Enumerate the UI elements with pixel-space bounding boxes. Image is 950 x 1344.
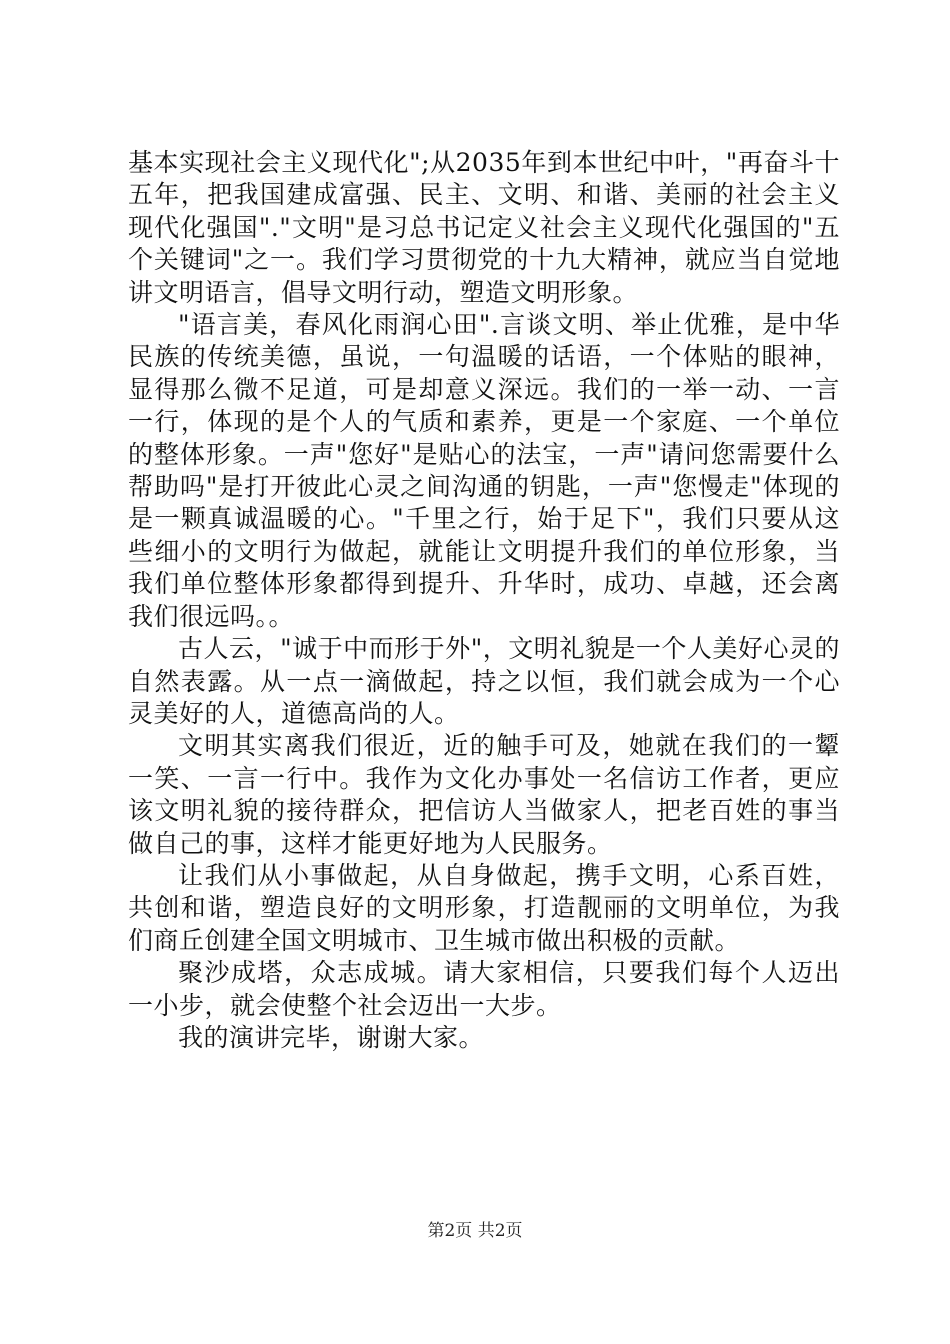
paragraph-5: 让我们从小事做起，从自身做起，携手文明，心系百姓，共创和谐，塑造良好的文明形象，打造靓丽的文明单位，为我们商丘创建全国文明城市、卫生城市做出积极的贡献。 — [128, 860, 840, 955]
paragraph-3: 古人云，"诚于中而形于外"，文明礼貌是一个人美好心灵的自然表露。从一点一滴做起，持之以恒，我们就会成为一个心灵美好的人，道德高尚的人。 — [128, 634, 840, 728]
paragraph-4: 文明其实离我们很近，近的触手可及，她就在我们的一颦一笑、一言一行中。我作为文化办事处一名信访工作者，更应该文明礼貌的接待群众，把信访人当做家人，把老百姓的事当做自己的事，这样才能更好地为人民服务。 — [128, 731, 840, 858]
document-body — [128, 147, 840, 1054]
paragraph-1: 基本实现社会主义现代化";从2035年到本世纪中叶，"再奋斗十五年，把我国建成富强、民主、文明、和谐、美丽的社会主义现代化强国"."文明"是习总书记定义社会主义现代化强国的"五个关键词"之一。我们学习贯彻党的十九大精神，就应当自觉地讲文明语言，倡导文明行动，塑造文明形象。 — [128, 148, 840, 307]
paragraph-2: "语言美，春风化雨润心田".言谈文明、举止优雅，是中华民族的传统美德，虽说，一句温暖的话语，一个体贴的眼神，显得那么微不足道，可是却意义深远。我们的一举一动、一言一行，体现的是个人的气质和素养，更是一个家庭、一个单位的整体形象。一声"您好"是贴心的法宝，一声"请问您需要什么帮助吗"是打开彼此心灵之间沟通的钥匙，一声"您慢走"体现的是一颗真诚温暖的心。"千里之行，始于足下"，我们只要从这些细小的文明行为做起，就能让文明提升我们的单位形象，当我们单位整体形象都得到提升、升华时，成功、卓越，还会离我们很远吗。。 — [128, 310, 840, 631]
paragraph-6: 聚沙成塔，众志成城。请大家相信，只要我们每个人迈出一小步，就会使整个社会迈出一大步。 — [128, 958, 840, 1020]
paragraph-7: 我的演讲完毕，谢谢大家。 — [178, 1022, 485, 1052]
page-footer: 第2页 共2页 — [427, 1221, 523, 1241]
